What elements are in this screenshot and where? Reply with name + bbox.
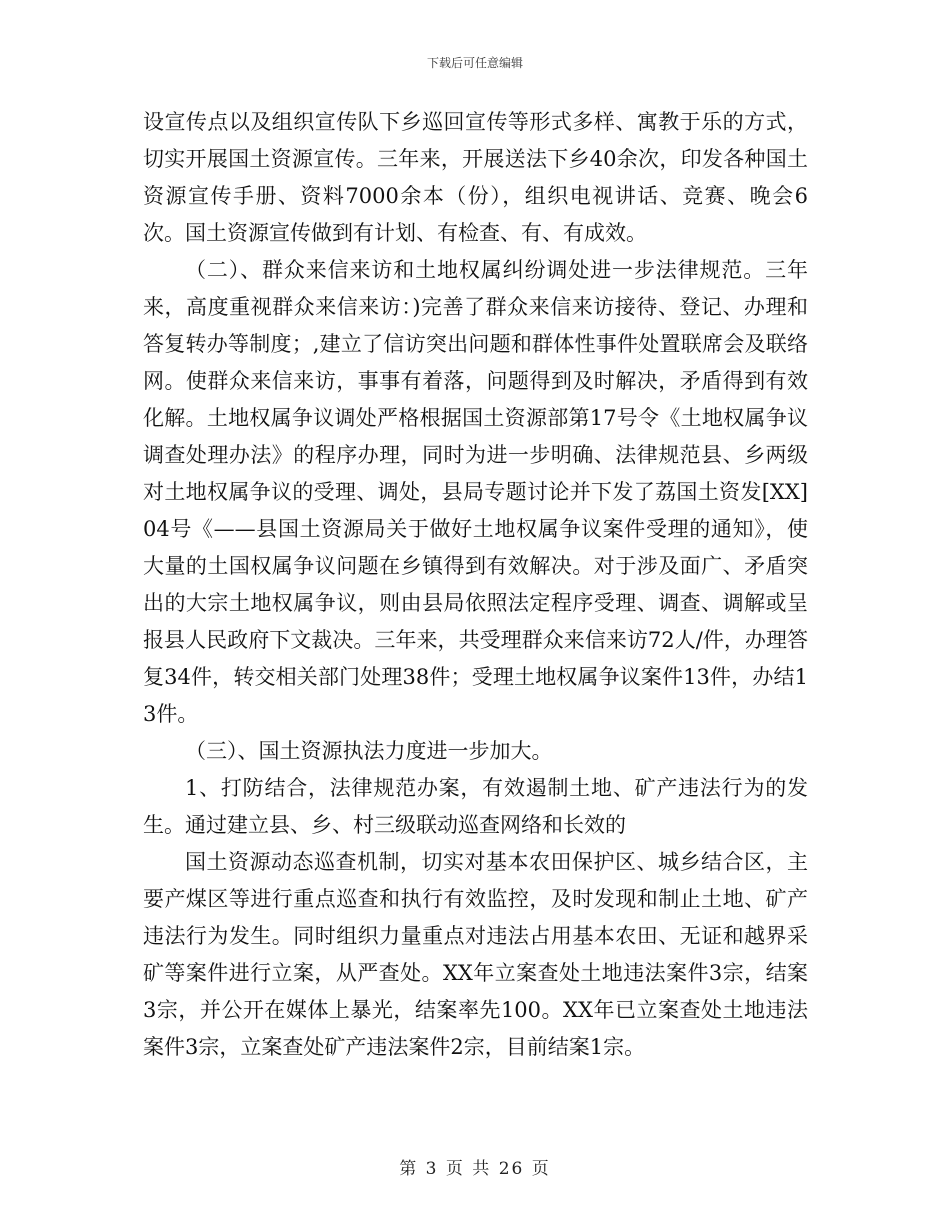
paragraph-1: 设宣传点以及组织宣传队下乡巡回宣传等形式多样、寓教于乐的方式，切实开展国土资源宣传。三年来，开展送法下乡40余次，印发各种国土资源宣传手册、资料7000余本（份），组织电视讲话、竞赛、晚会6次。国土资源宣传做到有计划、有检查、有、有成效。 — [143, 110, 808, 245]
page-header: 下载后可任意编辑 — [426, 56, 523, 70]
paragraph-5: 国土资源动态巡查机制，切实对基本农田保护区、城乡结合区，主要产煤区等进行重点巡查和执行有效监控，及时发现和制止土地、矿产违法行为发生。同时组织力量重点对违法占用基本农田、无证和越界采矿等案件进行立案，从严查处。XX年立案查处土地违法案件3宗，结案3宗，并公开在媒体上暴光，结案率先100。XX年已立案查处土地违法案件3宗，立案查处矿产违法案件2宗，目前结案1宗。 — [143, 850, 808, 1059]
paragraph-2: （二）、群众来信来访和土地权属纠纷调处进一步法律规范。三年来，高度重视群众来信来访：)完善了群众来信来访接待、登记、办理和答复转办等制度；,建立了信访突出问题和群体性事件处置联席会及联络网。使群众来信来访，事事有着落，问题得到及时解决，矛盾得到有效化解。土地权属争议调处严格根据国土资源部第17号令《土地权属争议调查处理办法》的程序办理，同时为进一步明确、法律规范县、乡两级对土地权属争议的受理、调处，县局专题讨论并下发了荔国土资发[XX]04号《——县国土资源局关于做好土地权属争议案件受理的通知》，使大量的土国权属争议问题在乡镇得到有效解决。对于涉及面广、矛盾突出的大宗土地权属争议，则由县局依照法定程序受理、调查、调解或呈报县人民政府下文裁决。三年来，共受理群众来信来访72人/件，办理答复34件，转交相关部门处理38件；受理土地权属争议案件13件，办结13件。 — [143, 258, 808, 726]
paragraph-3: （三）、国土资源执法力度进一步加大。 — [185, 739, 553, 763]
page-number: 第 3 页 共 26 页 — [399, 1159, 551, 1179]
paragraph-4: 1、打防结合，法律规范办案，有效遏制土地、矿产违法行为的发生。通过建立县、乡、村三级联动巡查网络和长效的 — [143, 776, 808, 837]
document-body — [143, 104, 808, 1066]
